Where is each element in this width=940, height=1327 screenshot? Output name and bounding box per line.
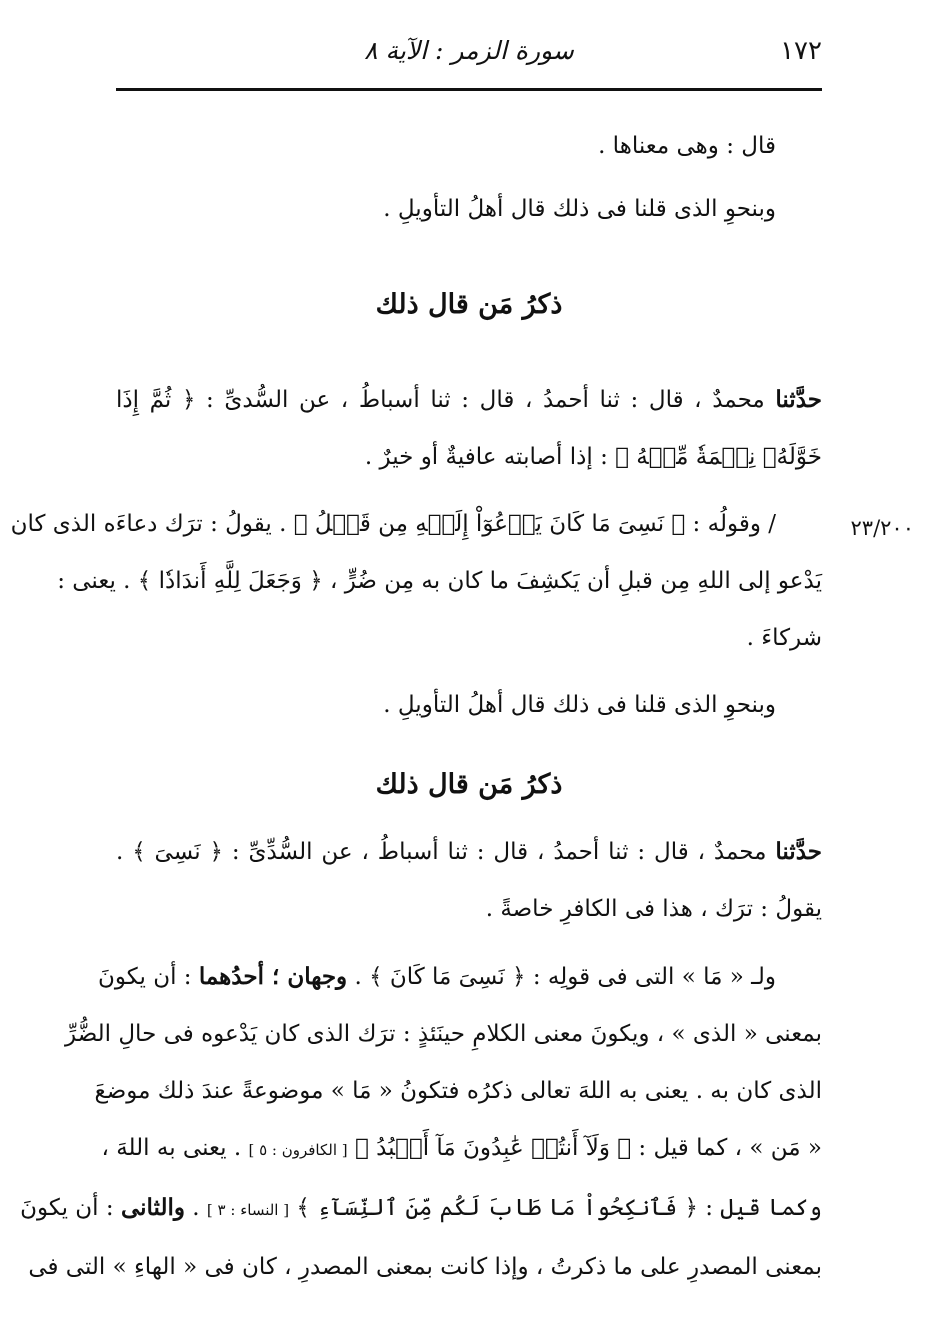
line-text: محمدٌ ، قال : ثنا أحمدُ ، قال : ثنا أسباطُ ، عن السُّدىِّ : ﴿ ثُمَّ إِذَا xyxy=(116,387,776,413)
bold-term: وجهان ؛ أحدُهما xyxy=(198,963,348,990)
paragraph-line xyxy=(98,948,822,1006)
running-title: سورة الزمر : الآية ٨ xyxy=(364,36,574,65)
paragraph-line: يقولُ : ترَك ، هذا فى الكافرِ خاصةً . xyxy=(485,896,822,922)
isnad-lead: حدَّثنا xyxy=(775,838,822,865)
line-text: ولـ « مَا » التى فى قولِه : ﴿ نَسِىَ مَا كَانَ ﴾ . xyxy=(347,964,776,990)
paragraph-line: الذى كان به . يعنى به اللهَ تعالى ذكرُه فتكونُ « مَا » موضوعةً عندَ ذلك موضعَ xyxy=(94,1078,822,1104)
paragraph-line: بمعنى المصدرِ على ما ذكرتُ ، وإذا كانت بمعنى المصدرِ ، كان فى « الهاءِ » التى فى xyxy=(28,1254,822,1280)
paragraph-line xyxy=(20,1179,822,1239)
paragraph-line: وبنحوِ الذى قلنا فى ذلك قال أهلُ التأويلِ . xyxy=(383,196,776,222)
page-number: ١٧٢ xyxy=(780,36,822,66)
verse-reference: [ الكافرون : ٥ ] xyxy=(248,1141,348,1159)
bold-term: والثانى xyxy=(120,1194,185,1221)
page-header xyxy=(116,30,822,74)
line-text: : أن يكونَ xyxy=(98,964,199,990)
line-text: . يعنى به اللهَ ، xyxy=(101,1135,249,1161)
paragraph-line: بمعنى « الذى » ، ويكونَ معنى الكلامِ حينَئذٍ : ترَك الذى كان يَدْعوه فى حالِ الضُّرِّ xyxy=(65,1021,822,1047)
line-text: « مَن » ، كما قيل : ﴿ وَلَآ أَنتُمۡ عَٰبِدُونَ مَآ أَعۡبُدُ ﴾ xyxy=(347,1135,822,1161)
paragraph-line: يَدْعو إلى اللهِ مِن قبلِ أن يَكشِفَ ما كان به مِن ضُرٍّ ، ﴿ وَجَعَلَ لِلَّهِ أَندَادٗا ﴾ . يعنى : xyxy=(57,568,822,594)
isnad-lead: حدَّثنا xyxy=(775,386,822,413)
paragraph-line: وبنحوِ الذى قلنا فى ذلك قال أهلُ التأويلِ . xyxy=(383,692,776,718)
line-text: محمدٌ ، قال : ثنا أحمدُ ، قال : ثنا أسباطُ ، عن السُّدِّىِّ : ﴿ نَسِىَ ﴾ . xyxy=(116,839,776,865)
paragraph-line: قال : وهى معناها . xyxy=(598,133,776,159)
verse-reference: [ النساء : ٣ ] xyxy=(206,1201,290,1219)
line-text: . xyxy=(184,1195,207,1221)
section-heading: ذكرُ مَن قال ذلك xyxy=(375,769,563,800)
line-text: وكما قيل : ﴿ فَٱنكِحُواْ مَا طَابَ لَكُم مِّنَ ٱلنِّسَآءِ ﴾ xyxy=(289,1195,822,1221)
header-rule xyxy=(116,88,822,91)
paragraph-line: / وقولُه : ﴿ نَسِىَ مَا كَانَ يَدۡعُوٓاْ إِلَيۡهِ مِن قَبۡلُ ﴾ . يقولُ : ترَك دعاءَه الذى كان xyxy=(10,511,776,537)
paragraph-line xyxy=(116,371,822,429)
line-text: : أن يكونَ xyxy=(20,1195,121,1221)
section-heading: ذكرُ مَن قال ذلك xyxy=(375,289,563,320)
paragraph-line: شركاءَ . xyxy=(746,625,822,651)
margin-reference: ٢٣/٢٠٠ xyxy=(850,516,914,540)
page-body xyxy=(10,118,822,1296)
paragraph-line xyxy=(101,1120,822,1179)
paragraph-line xyxy=(116,823,822,881)
paragraph-line: خَوَّلَهُۥ نِعۡمَةٗ مِّنۡهُ ﴾ : إذا أصابته عافيةٌ أو خيرٌ . xyxy=(364,444,822,470)
